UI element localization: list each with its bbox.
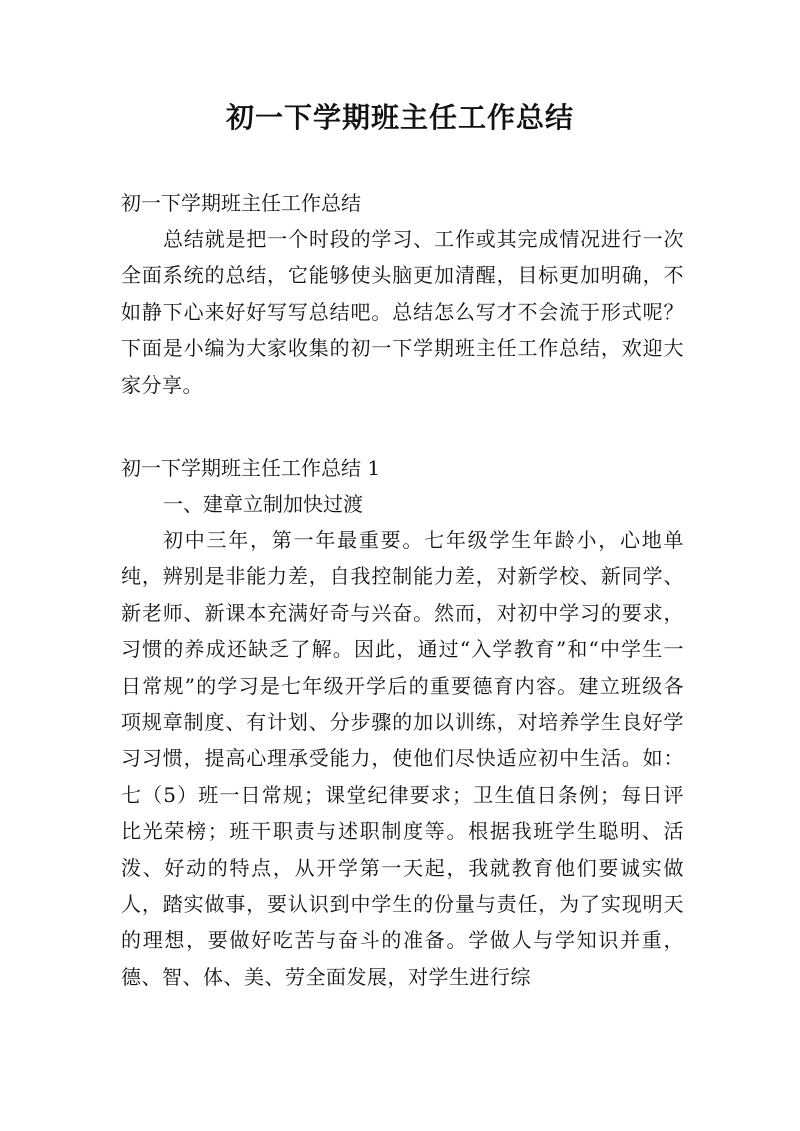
section-heading: 初一下学期班主任工作总结 1 [121, 456, 381, 480]
body-paragraph: 初中三年，第一年最重要。七年级学生年龄小，心地单纯，辨别是非能力差，自我控制能力差，对新学校、新同学、新老师、新课本充满好奇与兴奋。然而，对初中学习的要求，习惯的养成还缺乏了解。因此，通过“入学教育”和“中学生一日常规”的学习是七年级开学后的重要德育内容。建立班级各项规章制度、有计划、分步骤的加以训练，对培养学生良好学习习惯，提高心理承受能力，使他们尽快适应初中生活。如：七（5）班一日常规；课堂纪律要求；卫生值日条例；每日评比光荣榜；班干职责与述职制度等。根据我班学生聪明、活泼、好动的特点，从开学第一天起，我就教育他们要诚实做人，踏实做事，要认识到中学生的份量与责任，为了实现明天的理想，要做好吃苦与奋斗的准备。学做人与学知识并重，德、智、体、美、劳全面发展，对学生进行综 [121, 528, 684, 989]
document-title: 初一下学期班主任工作总结 [225, 101, 574, 134]
intro-heading: 初一下学期班主任工作总结 [121, 191, 361, 215]
intro-paragraph: 总结就是把一个时段的学习、工作或其完成情况进行一次全面系统的总结，它能够使头脑更加清醒，目标更加明确，不如静下心来好好写写总结吧。总结怎么写才不会流于形式呢？下面是小编为大家收集的初一下学期班主任工作总结，欢迎大家分享。 [121, 227, 684, 397]
subsection-heading: 一、建章立制加快过渡 [163, 492, 363, 516]
